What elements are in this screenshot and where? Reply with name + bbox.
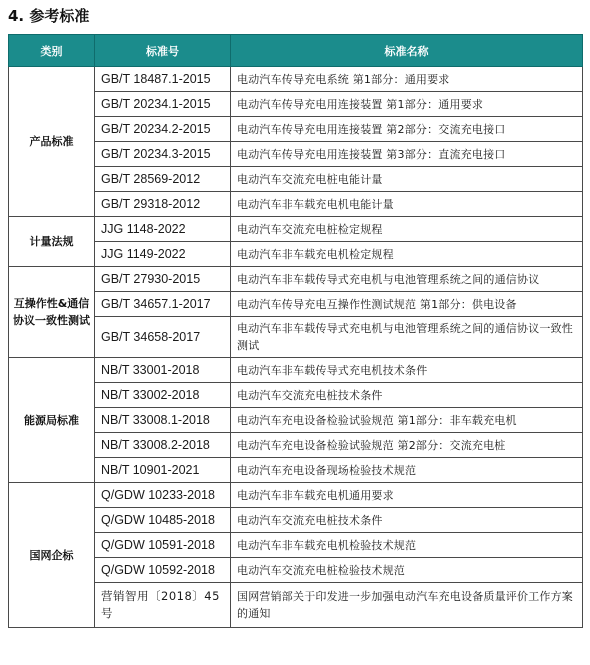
- standard-name-cell: 电动汽车非车载传导式充电机与电池管理系统之间的通信协议一致性测试: [231, 317, 583, 358]
- standard-code-cell: GB/T 34658-2017: [95, 317, 231, 358]
- standard-name-cell: 电动汽车非车载传导式充电机技术条件: [231, 358, 583, 383]
- table-row: [9, 433, 583, 458]
- table-row: [9, 242, 583, 267]
- table-row: [9, 317, 583, 358]
- table-header-row: [9, 35, 583, 67]
- standard-code-cell: NB/T 33001-2018: [95, 358, 231, 383]
- standard-name-cell: 电动汽车传导充电系统 第1部分：通用要求: [231, 67, 583, 92]
- standard-name-cell: 电动汽车交流充电桩检定规程: [231, 217, 583, 242]
- table-row: [9, 533, 583, 558]
- standard-name-cell: 电动汽车充电设备现场检验技术规范: [231, 458, 583, 483]
- standard-code-cell: 营销智用〔2018〕45号: [95, 583, 231, 628]
- standard-code-cell: NB/T 10901-2021: [95, 458, 231, 483]
- standard-code-cell: GB/T 34657.1-2017: [95, 292, 231, 317]
- table-row: [9, 383, 583, 408]
- category-cell: 能源局标准: [9, 358, 95, 483]
- category-cell: 计量法规: [9, 217, 95, 267]
- table-row: [9, 558, 583, 583]
- table-row: [9, 192, 583, 217]
- standard-code-cell: Q/GDW 10591-2018: [95, 533, 231, 558]
- standard-code-cell: NB/T 33002-2018: [95, 383, 231, 408]
- standard-code-cell: NB/T 33008.1-2018: [95, 408, 231, 433]
- standard-code-cell: GB/T 20234.2-2015: [95, 117, 231, 142]
- table-row: [9, 167, 583, 192]
- table-row: [9, 217, 583, 242]
- standard-code-cell: GB/T 18487.1-2015: [95, 67, 231, 92]
- standard-name-cell: 电动汽车充电设备检验试验规范 第1部分：非车载充电机: [231, 408, 583, 433]
- table-row: [9, 458, 583, 483]
- standard-name-cell: 电动汽车非车载充电机通用要求: [231, 483, 583, 508]
- standard-code-cell: GB/T 20234.1-2015: [95, 92, 231, 117]
- table-row: [9, 358, 583, 383]
- standard-name-cell: 电动汽车非车载充电机电能计量: [231, 192, 583, 217]
- standard-name-cell: 电动汽车交流充电桩技术条件: [231, 508, 583, 533]
- header-code: 标准号: [95, 35, 231, 67]
- standard-name-cell: 电动汽车交流充电桩电能计量: [231, 167, 583, 192]
- standard-name-cell: 电动汽车交流充电桩检验技术规范: [231, 558, 583, 583]
- standard-code-cell: Q/GDW 10485-2018: [95, 508, 231, 533]
- table-row: [9, 292, 583, 317]
- table-row: [9, 92, 583, 117]
- table-row: [9, 408, 583, 433]
- standard-name-cell: 电动汽车传导充电用连接装置 第1部分：通用要求: [231, 92, 583, 117]
- category-cell: 国网企标: [9, 483, 95, 628]
- table-row: [9, 67, 583, 92]
- standard-code-cell: JJG 1149-2022: [95, 242, 231, 267]
- header-name: 标准名称: [231, 35, 583, 67]
- standard-code-cell: GB/T 28569-2012: [95, 167, 231, 192]
- standard-name-cell: 电动汽车传导充电互操作性测试规范 第1部分：供电设备: [231, 292, 583, 317]
- standard-name-cell: 电动汽车非车载传导式充电机与电池管理系统之间的通信协议: [231, 267, 583, 292]
- table-row: [9, 483, 583, 508]
- standard-code-cell: JJG 1148-2022: [95, 217, 231, 242]
- standards-table: [8, 34, 583, 628]
- standard-code-cell: NB/T 33008.2-2018: [95, 433, 231, 458]
- standard-code-cell: GB/T 27930-2015: [95, 267, 231, 292]
- standard-code-cell: GB/T 29318-2012: [95, 192, 231, 217]
- standard-name-cell: 国网营销部关于印发进一步加强电动汽车充电设备质量评价工作方案的通知: [231, 583, 583, 628]
- standard-name-cell: 电动汽车非车载充电机检定规程: [231, 242, 583, 267]
- table-row: [9, 142, 583, 167]
- standard-name-cell: 电动汽车非车载充电机检验技术规范: [231, 533, 583, 558]
- standard-code-cell: Q/GDW 10233-2018: [95, 483, 231, 508]
- table-row: [9, 267, 583, 292]
- standard-name-cell: 电动汽车充电设备检验试验规范 第2部分：交流充电桩: [231, 433, 583, 458]
- standard-code-cell: Q/GDW 10592-2018: [95, 558, 231, 583]
- section-heading: 4. 参考标准: [8, 7, 90, 25]
- category-cell: 产品标准: [9, 67, 95, 217]
- category-cell: 互操作性&通信协议一致性测试: [9, 267, 95, 358]
- header-category: 类别: [9, 35, 95, 67]
- standard-name-cell: 电动汽车传导充电用连接装置 第2部分：交流充电接口: [231, 117, 583, 142]
- table-row: [9, 583, 583, 628]
- table-row: [9, 117, 583, 142]
- table-row: [9, 508, 583, 533]
- table-body: [9, 67, 583, 628]
- standard-code-cell: GB/T 20234.3-2015: [95, 142, 231, 167]
- standard-name-cell: 电动汽车传导充电用连接装置 第3部分：直流充电接口: [231, 142, 583, 167]
- standard-name-cell: 电动汽车交流充电桩技术条件: [231, 383, 583, 408]
